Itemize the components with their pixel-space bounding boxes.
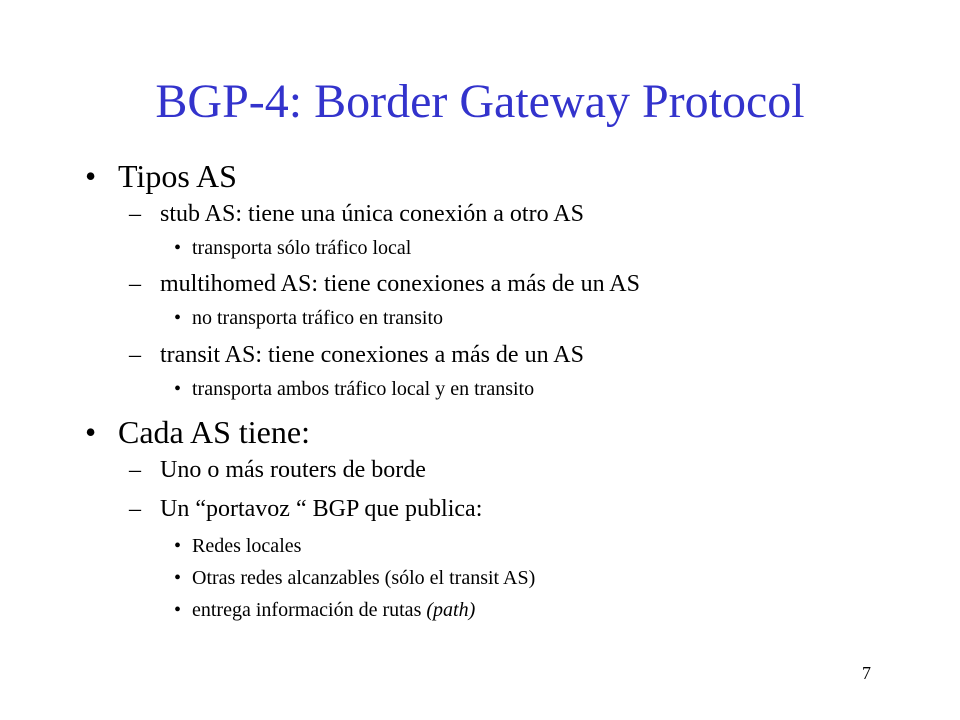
bullet-marker: • bbox=[174, 599, 182, 621]
sub-bullet-portavoz-label: Un “portavoz “ BGP que publica: bbox=[160, 496, 483, 522]
sub-bullet-stub-as-label: stub AS: tiene una única conexión a otro AS bbox=[160, 201, 584, 227]
sub-bullet-routers-borde-label: Uno o más routers de borde bbox=[160, 457, 426, 483]
dash-marker: – bbox=[129, 271, 141, 297]
bullet-marker: • bbox=[174, 307, 182, 329]
bullet-marker: • bbox=[174, 378, 182, 400]
slide-title: BGP-4: Border Gateway Protocol bbox=[155, 75, 805, 128]
detail-informacion-rutas bbox=[174, 598, 476, 622]
detail-stub-as-label: transporta sólo tráfico local bbox=[192, 237, 412, 259]
detail-multihomed-as bbox=[174, 306, 444, 330]
sub-bullet-stub-as bbox=[129, 199, 584, 229]
sub-bullet-multihomed-as-label: multihomed AS: tiene conexiones a más de un AS bbox=[160, 271, 640, 297]
detail-transit-as-label: transporta ambos tráfico local y en transito bbox=[192, 378, 535, 400]
sub-bullet-multihomed-as bbox=[129, 269, 640, 299]
bullet-cada-as bbox=[85, 413, 310, 451]
bullet-marker: • bbox=[85, 158, 97, 194]
dash-marker: – bbox=[129, 342, 141, 368]
detail-informacion-rutas-label: entrega información de rutas bbox=[192, 599, 427, 621]
sub-bullet-routers-borde bbox=[129, 455, 426, 485]
dash-marker: – bbox=[129, 457, 141, 483]
bullet-marker: • bbox=[174, 535, 182, 557]
dash-marker: – bbox=[129, 496, 141, 522]
bullet-marker: • bbox=[174, 567, 182, 589]
detail-redes-locales bbox=[174, 534, 302, 558]
detail-transit-as bbox=[174, 377, 535, 401]
bullet-tipos-as bbox=[85, 157, 237, 195]
path-term: (path) bbox=[426, 599, 476, 621]
bullet-tipos-as-label: Tipos AS bbox=[118, 158, 237, 194]
bullet-cada-as-label: Cada AS tiene: bbox=[118, 414, 310, 450]
detail-stub-as bbox=[174, 236, 412, 260]
detail-otras-redes bbox=[174, 566, 536, 590]
page-number: 7 bbox=[862, 663, 871, 683]
sub-bullet-portavoz bbox=[129, 494, 483, 524]
sub-bullet-transit-as-label: transit AS: tiene conexiones a más de un AS bbox=[160, 342, 584, 368]
dash-marker: – bbox=[129, 201, 141, 227]
detail-multihomed-as-label: no transporta tráfico en transito bbox=[192, 307, 444, 329]
sub-bullet-transit-as bbox=[129, 340, 584, 370]
detail-otras-redes-label: Otras redes alcanzables (sólo el transit AS) bbox=[192, 567, 536, 589]
bullet-marker: • bbox=[174, 237, 182, 259]
bullet-marker: • bbox=[85, 414, 97, 450]
detail-redes-locales-label: Redes locales bbox=[192, 535, 302, 557]
